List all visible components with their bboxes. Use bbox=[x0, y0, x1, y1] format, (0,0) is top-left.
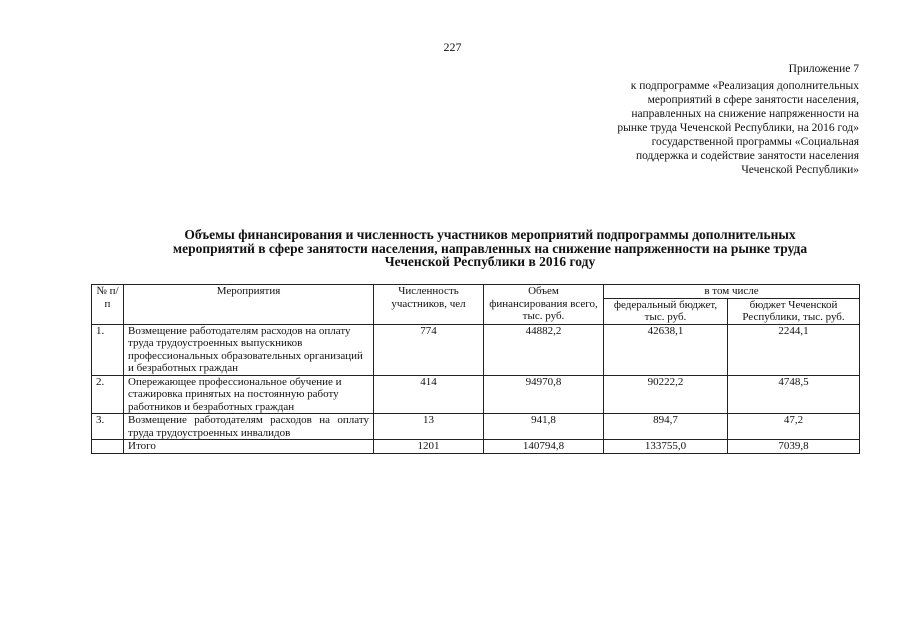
funding-table bbox=[91, 284, 860, 454]
cell-regional: 7039,8 bbox=[728, 440, 860, 454]
header-num: № п/п bbox=[92, 285, 124, 325]
appendix-line: рынке труда Чеченской Республики, на 2016 год» bbox=[617, 122, 859, 134]
appendix-line: государственной программы «Социальная bbox=[651, 136, 859, 148]
header-funding: Объем финансирования всего, тыс. руб. bbox=[484, 285, 604, 325]
appendix-line: направленных на снижение напряженности на bbox=[631, 108, 859, 120]
header-participants: Численность участников, чел bbox=[374, 285, 484, 325]
page-number: 227 bbox=[443, 40, 462, 54]
cell-num: 2. bbox=[92, 375, 124, 414]
cell-federal: 894,7 bbox=[604, 414, 728, 440]
appendix-note bbox=[617, 62, 859, 177]
cell-participants: 414 bbox=[374, 375, 484, 414]
cell-num bbox=[92, 440, 124, 454]
cell-num: 1. bbox=[92, 324, 124, 375]
cell-event: Возмещение работодателям расходов на оплату труда трудоустроенных выпускников профессиональных образовательных организаций и безработных граждан bbox=[124, 324, 374, 375]
cell-participants: 774 bbox=[374, 324, 484, 375]
cell-num: 3. bbox=[92, 414, 124, 440]
cell-event: Опережающее профессиональное обучение и стажировка принятых на постоянную работу работников и безработных граждан bbox=[124, 375, 374, 414]
title-line: Объемы финансирования и численность участников мероприятий подпрограммы дополнительных bbox=[184, 227, 796, 242]
appendix-line: мероприятий в сфере занятости населения, bbox=[647, 94, 859, 106]
cell-funding: 140794,8 bbox=[484, 440, 604, 454]
table-row bbox=[92, 414, 860, 440]
cell-federal: 42638,1 bbox=[604, 324, 728, 375]
appendix-label: Приложение 7 bbox=[788, 63, 859, 75]
cell-event: Возмещение работодателям расходов на оплату труда трудоустроенных инвалидов bbox=[124, 414, 374, 440]
cell-federal: 133755,0 bbox=[604, 440, 728, 454]
appendix-line: Чеченской Республики» bbox=[741, 164, 859, 176]
table-total-row bbox=[92, 440, 860, 454]
header-including: в том числе bbox=[604, 285, 860, 299]
table-header-row bbox=[92, 285, 860, 299]
header-event: Мероприятия bbox=[124, 285, 374, 325]
appendix-line: к подпрограмме «Реализация дополнительных bbox=[630, 80, 859, 92]
cell-total-label: Итого bbox=[124, 440, 374, 454]
cell-funding: 94970,8 bbox=[484, 375, 604, 414]
table-row bbox=[92, 375, 860, 414]
appendix-line: поддержка и содействие занятости населения bbox=[635, 150, 859, 162]
cell-regional: 2244,1 bbox=[728, 324, 860, 375]
table-row bbox=[92, 324, 860, 375]
cell-participants: 13 bbox=[374, 414, 484, 440]
cell-funding: 44882,2 bbox=[484, 324, 604, 375]
cell-regional: 47,2 bbox=[728, 414, 860, 440]
cell-regional: 4748,5 bbox=[728, 375, 860, 414]
document-title bbox=[100, 228, 880, 269]
header-federal: федеральный бюджет, тыс. руб. bbox=[604, 298, 728, 324]
cell-funding: 941,8 bbox=[484, 414, 604, 440]
cell-participants: 1201 bbox=[374, 440, 484, 454]
cell-federal: 90222,2 bbox=[604, 375, 728, 414]
header-regional: бюджет Чеченской Республики, тыс. руб. bbox=[728, 298, 860, 324]
title-line: мероприятий в сфере занятости населения, направленных на снижение напряженности на рынке труда bbox=[172, 240, 808, 256]
title-line: Чеченской Республики в 2016 году bbox=[384, 254, 596, 269]
